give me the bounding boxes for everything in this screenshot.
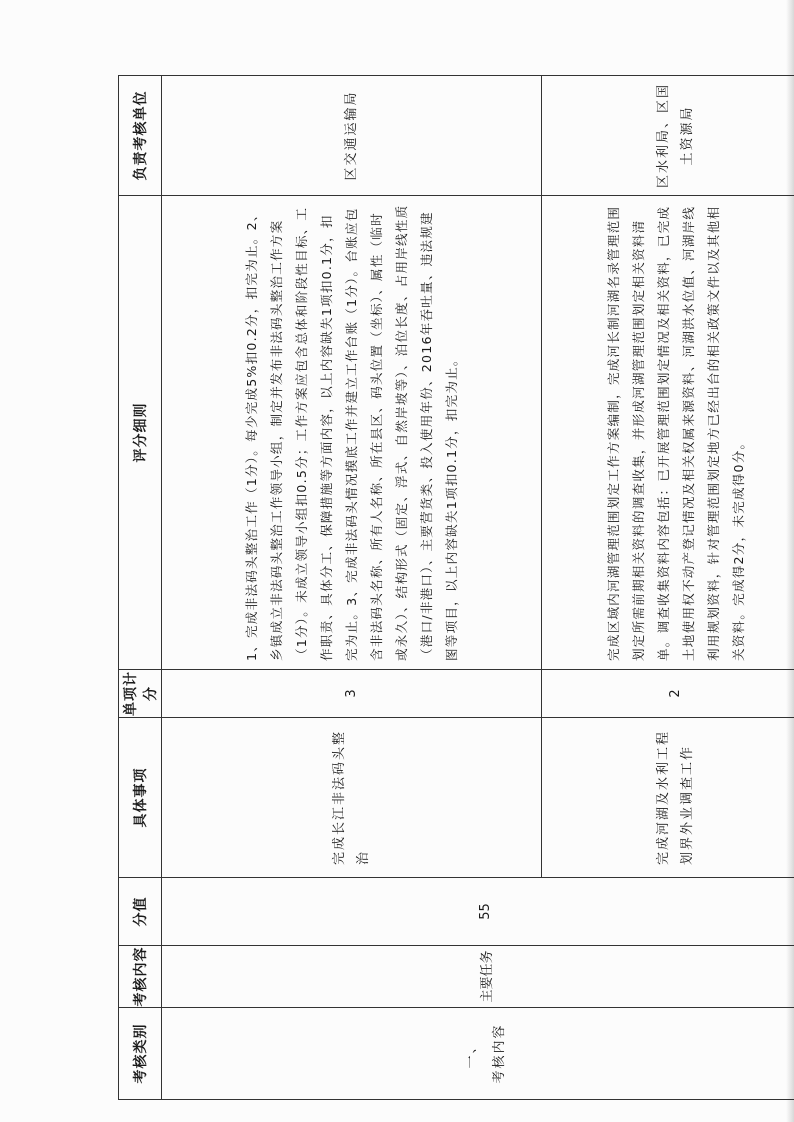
category-line1: 一、: [463, 1038, 479, 1069]
table-row: [162, 76, 542, 1100]
header-unit: 负责考核单位: [119, 76, 162, 196]
rules-cell: 1、完成非法码头整治工作（1分）。每少完成5%扣0.2分，扣完为止。2、乡镇成立非法码头整治工作领导小组，制定并发布非法码头整治工作方案（1分）。未成立领导小组扣0.5分；工作方案应包含总体和阶段性目标、工作职责、具体分工、保障措施等方面内容，以上内容缺失1项扣0.1分，扣完为止。3、完成非法码头情况摸底工作并建立工作台账（1分）。台账应包含非法码头名称、所有人名称、所在县区、码头位置（坐标）、属性（临时或永久）、结构形式（固定、浮式、自然岸坡等）、泊位长度、占用岸线性质（港口/非港口）、主要营货类、投入使用年份、2016年吞吐量、违法规建图等项目，以上内容缺失1项扣0.1分，扣完为止。: [162, 196, 542, 670]
score-cell: 55: [162, 878, 794, 946]
unit-text: 区水利局、区国土资源局: [655, 83, 695, 189]
unit-cell: [542, 76, 794, 196]
content-cell: 主要任务: [162, 946, 794, 1008]
header-rules: 评分细则: [119, 196, 162, 670]
unit-text: 区交通运输局: [343, 90, 359, 181]
item-cell: 完成河湖及水利工程划界外业调查工作: [542, 718, 794, 878]
rules-cell: 完成区域内河湖管理范围划定工作方案编制，完成河长制河湖名录管理范围划定所需前期相关资料的调查收集，并形成河湖管理范围划定相关资料清单。调查收集资料内容包括：已开展管理范围划定情况及相关资料，已完成土地使用权不动产登记情况及相关权属来源资料、河湖洪水位值、河湖岸线利用规划资料，针对管理范围划定地方已经出台的相关政策文件以及其他相关资料。完成得2分，未完成得0分。: [542, 196, 794, 670]
category-cell: [162, 1008, 794, 1100]
item-cell: 完成长江非法码头整治: [162, 718, 542, 878]
rotated-table-wrapper: [118, 76, 794, 1100]
header-item-score: 单项计分: [119, 670, 162, 718]
header-item: 具体事项: [119, 718, 162, 878]
table-header-row: [119, 76, 162, 1100]
item-score-cell: 3: [162, 670, 542, 718]
header-content: 考核内容: [119, 946, 162, 1008]
item-score-cell: 2: [542, 670, 794, 718]
header-score: 分值: [119, 878, 162, 946]
assessment-table: [118, 75, 794, 1100]
unit-cell: [162, 76, 542, 196]
category-line2: 考核内容: [491, 1023, 507, 1084]
header-category: 考核类别: [119, 1008, 162, 1100]
